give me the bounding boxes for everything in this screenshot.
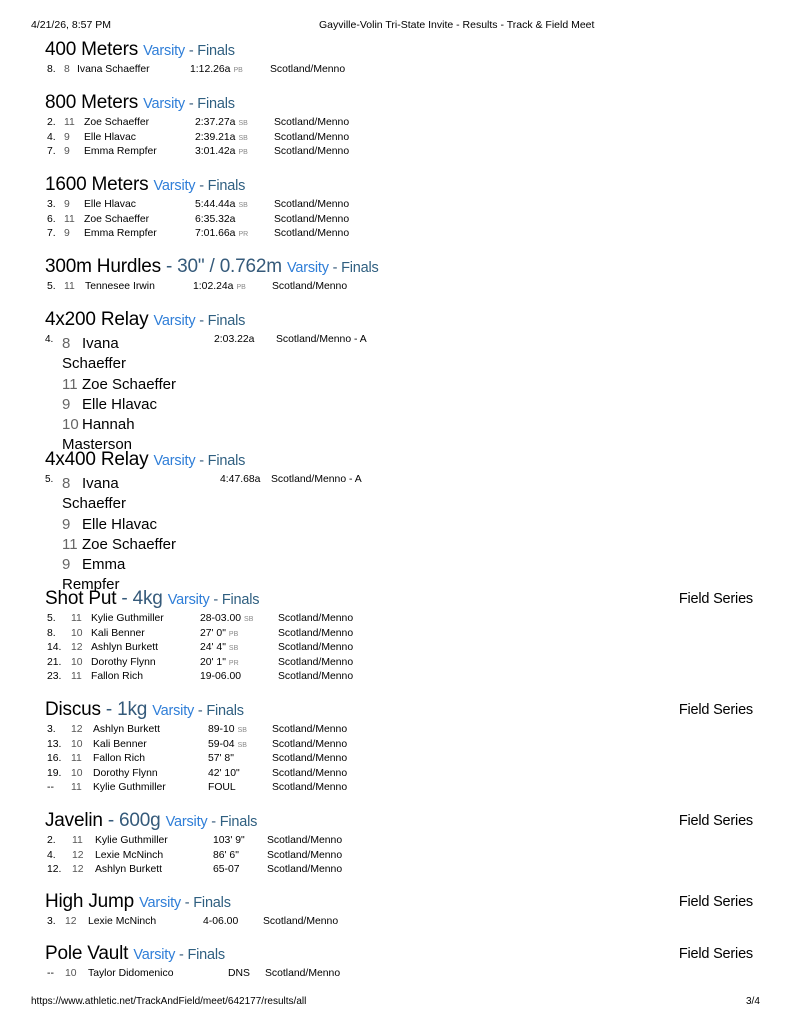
team-name[interactable]: Scotland/Menno [263, 916, 339, 927]
event-section [45, 810, 755, 878]
grade: 10 [71, 738, 83, 750]
place: 6. [47, 213, 56, 225]
athlete-name[interactable]: Emma Rempfer [84, 228, 157, 240]
event-name[interactable]: 400 Meters [45, 39, 139, 60]
division-link[interactable]: Varsity [286, 260, 329, 276]
document-title: Gayville-Volin Tri-State Invite - Results - Track & Field Meet [319, 19, 595, 31]
team-name[interactable]: Scotland/Menno [272, 738, 348, 750]
record-tag: SB [244, 616, 254, 623]
event-name[interactable]: 4x400 Relay [45, 449, 149, 470]
round-label: Finals [187, 947, 225, 963]
record-tag: SB [238, 134, 248, 142]
place: 23. [47, 671, 62, 683]
relay-leg [62, 395, 182, 415]
athlete-name[interactable]: Dorothy Flynn [91, 656, 156, 668]
athlete-name[interactable]: Kylie Guthmiller [95, 835, 168, 846]
field-series-link[interactable]: Field Series [678, 946, 753, 962]
mark-value: 27' 0" [200, 627, 226, 639]
title-separator: - [175, 947, 188, 963]
mark-value: 4-06.00 [203, 916, 239, 927]
division-link[interactable]: Varsity [153, 178, 196, 194]
athlete-name[interactable]: Zoe Schaeffer [82, 376, 176, 393]
result-row [45, 863, 755, 878]
athlete-name[interactable]: Ashlyn Burkett [91, 642, 158, 654]
mark [208, 738, 247, 754]
title-separator: - [195, 178, 208, 194]
division-link[interactable]: Varsity [139, 895, 181, 911]
athlete-name[interactable]: Ashlyn Burkett [95, 864, 162, 876]
round-label: Finals [219, 814, 258, 830]
result-row [45, 198, 755, 213]
field-series-link[interactable]: Field Series [678, 813, 753, 829]
round-label: Finals [197, 43, 235, 59]
result-row [45, 116, 755, 131]
place: -- [47, 968, 54, 979]
mark [195, 116, 248, 132]
record-tag: SB [238, 202, 248, 209]
team-name[interactable]: Scotland/Menno [274, 199, 350, 210]
record-tag: SB [228, 645, 239, 653]
athlete-name[interactable]: Dorothy Flynn [93, 767, 158, 779]
athlete-name[interactable]: Elle Hlavac [84, 199, 136, 210]
event-spec: - 4kg [116, 588, 163, 609]
team-name[interactable]: Scotland/Menno [274, 117, 350, 128]
mark-value: 7:01.66a [195, 228, 236, 240]
record-tag: PB [233, 67, 243, 74]
title-separator: - [180, 895, 194, 911]
mark: 4:47.68a [220, 474, 261, 485]
place: 13. [47, 738, 62, 750]
place: 3. [47, 199, 56, 210]
result-row [45, 670, 755, 685]
grade: 10 [71, 656, 83, 668]
division-link[interactable]: Varsity [152, 703, 195, 719]
record-tag: PR [228, 659, 239, 667]
grade: 12 [72, 864, 84, 876]
event-name[interactable]: Shot Put [45, 588, 117, 609]
event-title [45, 309, 755, 333]
event-title [45, 39, 755, 63]
result-row [45, 145, 755, 160]
result-row [45, 227, 755, 242]
division-link[interactable]: Varsity [133, 947, 176, 963]
event-section [45, 256, 755, 295]
round-label: Finals [341, 260, 379, 276]
team-name[interactable]: Scotland/Menno [274, 146, 350, 158]
team-name[interactable]: Scotland/Menno [272, 753, 348, 765]
mark [208, 752, 234, 767]
mark-value: 59-04 [208, 738, 235, 750]
event-section [45, 891, 755, 930]
mark-value: 103' 9" [213, 835, 245, 846]
result-row [45, 131, 755, 146]
result-row [45, 781, 755, 796]
relay-result [45, 473, 755, 594]
event-section [45, 943, 755, 982]
place: -- [47, 782, 54, 794]
grade: 9 [64, 228, 70, 240]
team-name[interactable]: Scotland/Menno [278, 642, 354, 654]
grade: 11 [62, 536, 78, 553]
result-row [45, 767, 755, 782]
mark-value: 1:02.24a [193, 281, 234, 292]
result-row [45, 915, 755, 930]
page-url[interactable]: https://www.athletic.net/TrackAndField/meet/642177/results/all [31, 996, 307, 1007]
result-row [45, 656, 755, 671]
record-tag: SB [237, 727, 247, 734]
athlete-name[interactable]: Ivana Schaeffer [77, 64, 150, 75]
mark [200, 612, 253, 628]
round-label: Finals [206, 703, 244, 719]
mark [200, 641, 238, 657]
event-section [45, 174, 755, 242]
grade: 10 [71, 767, 83, 779]
title-separator: - [195, 313, 208, 329]
field-series-link[interactable]: Field Series [678, 702, 753, 718]
grade: 8 [62, 475, 71, 492]
mark-value: 2:37.27a [195, 117, 236, 128]
title-separator: - [184, 96, 198, 112]
athlete-name[interactable]: Taylor Didomenico [88, 968, 174, 979]
grade: 11 [71, 782, 82, 794]
grade: 8 [62, 335, 71, 352]
result-row [45, 641, 755, 656]
relay-result [45, 333, 755, 454]
place: 2. [47, 835, 56, 846]
grade: 11 [62, 376, 78, 393]
event-spec: - 1kg [100, 699, 148, 720]
result-row [45, 834, 755, 849]
athlete-name[interactable]: Kali Benner [93, 738, 147, 750]
title-separator: - [184, 43, 198, 59]
result-row [45, 967, 755, 982]
athlete-name[interactable]: Zoe Schaeffer [82, 536, 176, 553]
grade: 11 [71, 613, 82, 624]
team-name[interactable]: Scotland/Menno [278, 627, 354, 639]
round-label: Finals [207, 178, 246, 194]
place: 3. [47, 916, 56, 927]
mark-value: 2:39.21a [195, 131, 236, 143]
athlete-name[interactable]: Elle Hlavac [82, 516, 158, 533]
mark-value: 57' 8" [208, 753, 234, 765]
athlete-name[interactable]: Ivana Schaeffer [62, 335, 126, 373]
grade: 9 [64, 131, 70, 143]
event-spec: - 30" / 0.762m [160, 256, 282, 277]
title-separator: - [195, 453, 208, 469]
grade: 12 [71, 724, 83, 735]
result-row [45, 723, 755, 738]
team-name[interactable]: Scotland/Menno [267, 849, 343, 861]
mark-value: DNS [228, 968, 250, 979]
grade: 10 [65, 968, 77, 979]
event-title [45, 891, 755, 915]
event-name[interactable]: Javelin [45, 810, 103, 831]
result-row [45, 752, 755, 767]
mark [213, 863, 240, 878]
mark [195, 145, 248, 161]
result-row [45, 63, 755, 78]
mark [200, 627, 238, 643]
event-name[interactable]: 4x200 Relay [45, 309, 149, 330]
grade: 9 [64, 199, 70, 210]
event-section [45, 449, 755, 594]
result-row [45, 612, 755, 627]
division-link[interactable]: Varsity [167, 592, 210, 608]
team-name[interactable]: Scotland/Menno [274, 131, 350, 143]
mark-value: 20' 1" [200, 656, 226, 668]
mark-value: 42' 10" [208, 767, 240, 779]
athlete-name[interactable]: Emma Rempfer [62, 556, 126, 594]
mark-value: FOUL [208, 782, 236, 794]
grade: 10 [62, 416, 79, 433]
athlete-name[interactable]: Tennesee Irwin [85, 281, 155, 292]
mark-value: 3:01.42a [195, 146, 236, 158]
team-name[interactable]: Scotland/Menno [278, 671, 354, 683]
mark-value: 28-03.00 [200, 613, 242, 624]
round-label: Finals [221, 592, 260, 608]
event-title [45, 588, 755, 612]
team-name[interactable]: Scotland/Menno [267, 864, 343, 876]
place: 4. [45, 334, 54, 345]
relay-leg [62, 535, 182, 555]
event-name[interactable]: High Jump [45, 891, 135, 912]
athlete-name[interactable]: Zoe Schaeffer [84, 213, 150, 225]
athlete-name[interactable]: Kylie Guthmiller [91, 613, 164, 624]
team-name[interactable]: Scotland/Menno [267, 835, 343, 846]
mark [228, 967, 250, 982]
round-label: Finals [197, 96, 235, 112]
grade: 11 [71, 671, 82, 683]
place: 5. [47, 613, 56, 624]
place: 4. [47, 849, 56, 861]
page-number: 3/4 [746, 996, 760, 1007]
round-label: Finals [207, 453, 246, 469]
athlete-name[interactable]: Fallon Rich [93, 753, 145, 765]
grade: 11 [64, 117, 75, 128]
result-row [45, 627, 755, 642]
grade: 12 [72, 849, 84, 861]
team-name[interactable]: Scotland/Menno [274, 228, 350, 240]
record-tag: PR [238, 231, 249, 239]
grade: 11 [72, 835, 83, 846]
team-name[interactable]: Scotland/Menno [274, 213, 350, 225]
mark [195, 131, 248, 147]
event-name[interactable]: 300m Hurdles [45, 256, 161, 277]
athlete-name[interactable]: Elle Hlavac [82, 396, 158, 413]
event-title [45, 699, 755, 723]
grade: 12 [65, 916, 77, 927]
event-title [45, 174, 755, 198]
place: 4. [47, 131, 56, 143]
team-name[interactable]: Scotland/Menno [272, 281, 348, 292]
mark [208, 723, 247, 739]
event-section [45, 92, 755, 160]
place: 7. [47, 146, 56, 158]
mark [195, 213, 235, 228]
event-title [45, 810, 755, 834]
relay-leg [62, 375, 182, 395]
title-separator: - [209, 592, 222, 608]
grade: 8 [64, 64, 70, 75]
mark [203, 915, 238, 930]
athlete-name[interactable]: Hannah Masterson [62, 416, 135, 454]
grade: 11 [64, 281, 75, 292]
team-name[interactable]: Scotland/Menno [278, 613, 354, 624]
grade: 10 [71, 627, 83, 639]
round-label: Finals [193, 895, 231, 911]
athlete-name[interactable]: Fallon Rich [91, 671, 143, 683]
mark [193, 280, 246, 296]
event-section [45, 588, 755, 685]
mark [213, 849, 239, 864]
place: 5. [47, 281, 56, 292]
mark [200, 670, 241, 685]
event-section [45, 699, 755, 796]
relay-leg [62, 474, 182, 515]
mark [200, 656, 239, 672]
event-section [45, 39, 755, 78]
grade: 9 [64, 146, 70, 158]
result-row [45, 280, 755, 295]
result-row [45, 213, 755, 228]
division-link[interactable]: Varsity [143, 43, 185, 59]
record-tag: PB [236, 284, 246, 291]
team-name[interactable]: Scotland/Menno - A [276, 334, 367, 345]
place: 21. [47, 656, 62, 668]
mark-value: 1:12.26a [190, 64, 231, 75]
mark [195, 198, 248, 214]
athlete-name[interactable]: Zoe Schaeffer [84, 117, 150, 128]
team-name[interactable]: Scotland/Menno - A [271, 474, 362, 485]
mark-value: 5:44.44a [195, 199, 236, 210]
place: 7. [47, 228, 56, 240]
place: 8. [47, 627, 56, 639]
grade: 9 [62, 516, 71, 533]
event-spec: - 600g [102, 810, 161, 831]
event-title [45, 92, 755, 116]
team-name[interactable]: Scotland/Menno [270, 64, 346, 75]
grade: 9 [62, 396, 71, 413]
round-label: Finals [207, 313, 246, 329]
athlete-name[interactable]: Emma Rempfer [84, 146, 157, 158]
place: 16. [47, 753, 62, 765]
field-series-link[interactable]: Field Series [678, 894, 753, 910]
place: 19. [47, 767, 62, 779]
result-row [45, 738, 755, 753]
event-name[interactable]: 800 Meters [45, 92, 139, 113]
team-name[interactable]: Scotland/Menno [272, 724, 348, 735]
title-separator: - [328, 260, 342, 276]
team-name[interactable]: Scotland/Menno [265, 968, 341, 979]
print-datetime: 4/21/26, 8:57 PM [31, 19, 111, 31]
team-name[interactable]: Scotland/Menno [278, 656, 354, 668]
mark [190, 63, 243, 79]
mark-value: 86' 6" [213, 849, 239, 861]
place: 2. [47, 117, 56, 128]
place: 3. [47, 724, 56, 735]
record-tag: SB [238, 120, 248, 127]
mark [208, 767, 240, 782]
relay-leg [62, 515, 182, 535]
athlete-name[interactable]: Lexie McNinch [95, 849, 164, 861]
division-link[interactable]: Varsity [143, 96, 185, 112]
title-separator: - [207, 814, 220, 830]
record-tag: SB [237, 741, 247, 749]
mark-value: 19-06.00 [200, 671, 242, 683]
event-title [45, 943, 755, 967]
team-name[interactable]: Scotland/Menno [272, 767, 348, 779]
title-separator: - [194, 703, 207, 719]
mark [208, 781, 236, 796]
record-tag: PB [238, 149, 248, 157]
event-title [45, 256, 755, 280]
mark: 2:03.22a [214, 334, 255, 345]
event-name[interactable]: 1600 Meters [45, 174, 149, 195]
place: 8. [47, 64, 56, 75]
mark-value: 24' 4" [200, 642, 226, 654]
mark [213, 834, 245, 849]
mark [195, 227, 248, 243]
division-link[interactable]: Varsity [153, 313, 196, 329]
athlete-name[interactable]: Lexie McNinch [88, 916, 157, 927]
relay-leg [62, 334, 182, 375]
record-tag: PB [228, 630, 239, 638]
field-series-link[interactable]: Field Series [678, 591, 753, 607]
grade: 12 [71, 642, 83, 654]
grade: 11 [71, 753, 82, 765]
athlete-name[interactable]: Ashlyn Burkett [93, 724, 160, 735]
division-link[interactable]: Varsity [165, 814, 208, 830]
team-name[interactable]: Scotland/Menno [272, 782, 348, 794]
mark-value: 89-10 [208, 724, 235, 735]
mark-value: 65-07 [213, 864, 240, 876]
athlete-name[interactable]: Ivana Schaeffer [62, 475, 126, 513]
grade: 9 [62, 556, 71, 573]
place: 12. [47, 864, 62, 876]
grade: 11 [64, 213, 75, 225]
event-section [45, 309, 755, 454]
place: 5. [45, 474, 54, 485]
place: 14. [47, 642, 62, 654]
result-row [45, 849, 755, 864]
division-link[interactable]: Varsity [153, 453, 196, 469]
event-title [45, 449, 755, 473]
event-name[interactable]: Discus [45, 699, 101, 720]
athlete-name[interactable]: Kylie Guthmiller [93, 782, 166, 794]
athlete-name[interactable]: Elle Hlavac [84, 131, 136, 143]
mark-value: 6:35.32a [195, 213, 236, 225]
athlete-name[interactable]: Kali Benner [91, 627, 145, 639]
event-name[interactable]: Pole Vault [45, 943, 129, 964]
